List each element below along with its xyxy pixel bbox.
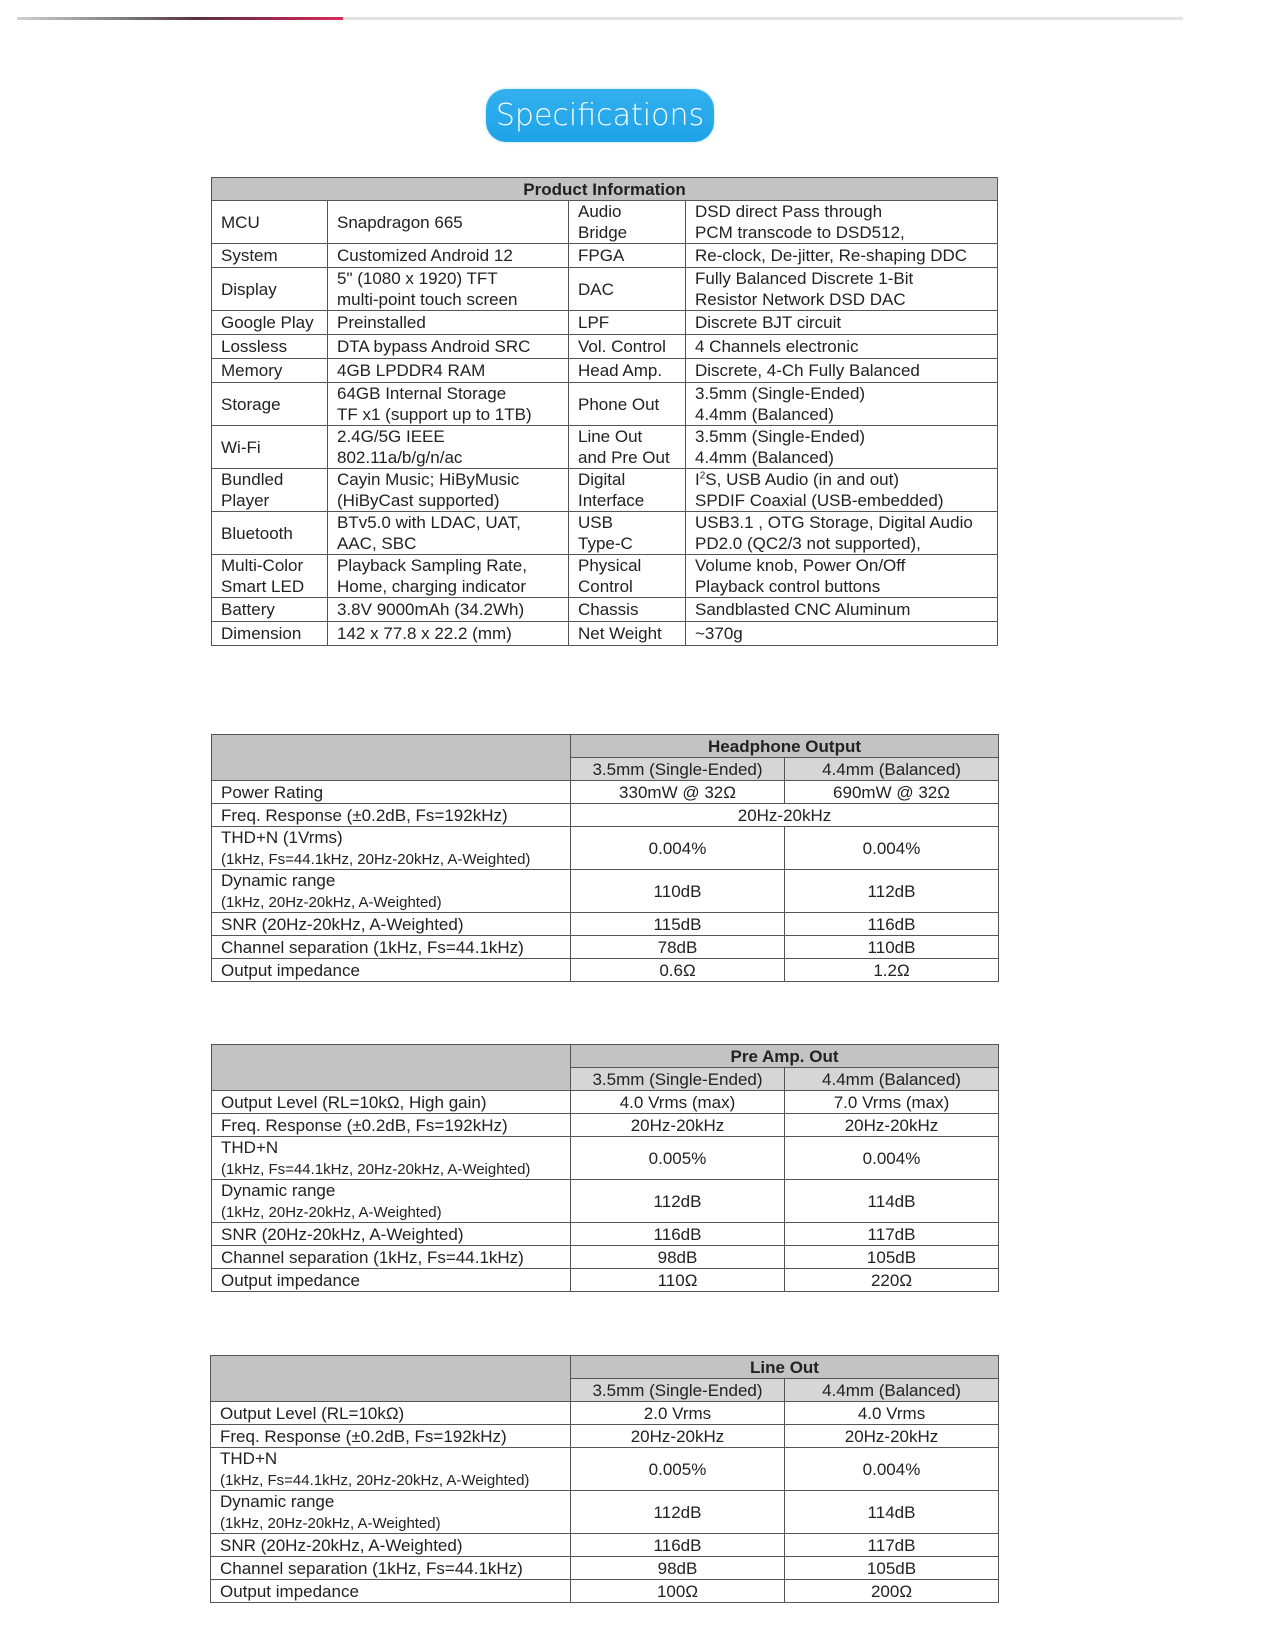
headphone-output-title: Headphone Output — [571, 735, 999, 758]
row-label-note: (1kHz, 20Hz-20kHz, A-Weighted) — [221, 1204, 442, 1221]
value-balanced: 105dB — [785, 1246, 999, 1269]
cell-line: Chassis — [578, 600, 639, 619]
cell-line: 802.11a/b/g/n/ac — [337, 448, 463, 467]
spec-row — [212, 311, 998, 335]
value-single-ended: 20Hz-20kHz — [571, 1114, 785, 1137]
spec-value — [686, 201, 998, 244]
cell-line: Fully Balanced Discrete 1-Bit — [695, 269, 914, 288]
cell-line: Customized Android 12 — [337, 246, 513, 265]
spec-value — [686, 426, 998, 469]
row-label — [212, 1091, 571, 1114]
row-label — [212, 959, 571, 982]
row-label-text: THD+N — [220, 1449, 278, 1468]
spec-key — [569, 383, 686, 426]
row-label — [211, 1557, 571, 1580]
spec-key: Dimension — [212, 622, 328, 646]
row-label-note: (1kHz, 20Hz-20kHz, A-Weighted) — [221, 894, 442, 911]
row-label — [211, 1580, 571, 1603]
spec-row — [211, 1402, 999, 1425]
cell-line: Snapdragon 665 — [337, 212, 463, 232]
spec-value — [686, 268, 998, 311]
spec-row — [212, 244, 998, 268]
spec-key — [569, 555, 686, 598]
row-label — [212, 1223, 571, 1246]
spec-value — [686, 244, 998, 268]
value-balanced: 0.004% — [785, 1137, 999, 1180]
row-label — [212, 870, 571, 913]
product-information-title: Product Information — [212, 178, 998, 201]
spec-key — [569, 359, 686, 383]
cell-line: Re-clock, De-jitter, Re-shaping DDC — [695, 246, 968, 265]
value-balanced: 105dB — [785, 1557, 999, 1580]
spec-key — [569, 512, 686, 555]
cell-line: PD2.0 (QC2/3 not supported), — [695, 534, 921, 553]
table-corner — [212, 1045, 571, 1091]
value-balanced: 220Ω — [785, 1269, 999, 1292]
spec-row — [212, 469, 998, 512]
spec-value — [686, 359, 998, 383]
spec-value — [686, 383, 998, 426]
cell-line: SPDIF Coaxial (USB-embedded) — [695, 491, 944, 510]
cell-line: Resistor Network DSD DAC — [695, 290, 906, 309]
cell-line: multi-point touch screen — [337, 290, 518, 309]
spec-value — [328, 383, 569, 426]
row-label-note: (1kHz, Fs=44.1kHz, 20Hz-20kHz, A-Weighted) — [221, 851, 531, 868]
cell-line: Net Weight — [578, 624, 662, 643]
spec-row — [212, 804, 999, 827]
col-header-balanced: 4.4mm (Balanced) — [785, 1379, 999, 1402]
value-balanced: 117dB — [785, 1534, 999, 1557]
spec-row — [212, 598, 998, 622]
value-balanced: 20Hz-20kHz — [785, 1425, 999, 1448]
row-label-text: Output Level (RL=10kΩ) — [220, 1403, 405, 1423]
value-single-ended: 2.0 Vrms — [571, 1402, 785, 1425]
row-label-text: Channel separation (1kHz, Fs=44.1kHz) — [220, 1558, 523, 1578]
row-label — [211, 1425, 571, 1448]
row-label — [212, 781, 571, 804]
spec-row — [212, 268, 998, 311]
cell-line: Player — [221, 491, 270, 510]
pre-amp-out-table — [211, 1044, 999, 1292]
spec-value — [686, 469, 998, 512]
spec-key: Storage — [212, 383, 328, 426]
cell-line: 4.4mm (Balanced) — [695, 448, 834, 467]
spec-value — [328, 469, 569, 512]
specifications-title-button: Specifications — [486, 89, 714, 142]
spec-value — [328, 598, 569, 622]
cell-line: Cayin Music; HiByMusic — [337, 470, 520, 489]
spec-row — [212, 1246, 999, 1269]
row-label-text: Output Level (RL=10kΩ, High gain) — [221, 1092, 487, 1112]
spec-value — [686, 598, 998, 622]
cell-line: 4 Channels electronic — [695, 337, 859, 356]
table-corner — [211, 1356, 571, 1402]
line-out-table — [210, 1355, 999, 1603]
cell-line: Head Amp. — [578, 361, 663, 380]
spec-row — [212, 201, 998, 244]
cell-line: Preinstalled — [337, 313, 426, 332]
row-label — [211, 1491, 571, 1534]
spec-row — [212, 1137, 999, 1180]
value-single-ended: 330mW @ 32Ω — [571, 781, 785, 804]
cell-line: 64GB Internal Storage — [337, 384, 507, 403]
spec-key: System — [212, 244, 328, 268]
spec-row — [212, 1269, 999, 1292]
value-balanced: 0.004% — [785, 1448, 999, 1491]
value-balanced: 114dB — [785, 1491, 999, 1534]
cell-line: Discrete, 4-Ch Fully Balanced — [695, 361, 920, 380]
line-out-title: Line Out — [571, 1356, 999, 1379]
row-label — [212, 913, 571, 936]
spec-row — [212, 959, 999, 982]
value-single-ended: 110dB — [571, 870, 785, 913]
spec-key: Battery — [212, 598, 328, 622]
spec-value — [328, 268, 569, 311]
cell-line: 4.4mm (Balanced) — [695, 405, 834, 424]
cell-line: Vol. Control — [578, 337, 666, 356]
spec-row — [212, 1223, 999, 1246]
cell-line: Line Out — [578, 427, 643, 446]
cell-line: DTA bypass Android SRC — [337, 337, 531, 356]
cell-line: Bridge — [578, 223, 628, 242]
spec-key: Lossless — [212, 335, 328, 359]
cell-line: Interface — [578, 491, 645, 510]
spec-row — [211, 1491, 999, 1534]
value-single-ended: 4.0 Vrms (max) — [571, 1091, 785, 1114]
row-label — [212, 936, 571, 959]
row-label-note: (1kHz, 20Hz-20kHz, A-Weighted) — [220, 1515, 441, 1532]
row-label-text: Freq. Response (±0.2dB, Fs=192kHz) — [221, 1115, 508, 1135]
spec-row — [212, 622, 998, 646]
value-single-ended: 112dB — [571, 1491, 785, 1534]
cell-line: DSD direct Pass through — [695, 202, 883, 221]
spec-key — [212, 555, 328, 598]
spec-key: Display — [212, 268, 328, 311]
cell-line: ~370g — [695, 624, 743, 643]
value-single-ended: 0.6Ω — [571, 959, 785, 982]
row-label — [212, 827, 571, 870]
cell-line: and Pre Out — [578, 448, 670, 467]
spec-value — [686, 622, 998, 646]
cell-line: 4GB LPDDR4 RAM — [337, 361, 486, 380]
cell-line: 5" (1080 x 1920) TFT — [337, 269, 498, 288]
cell-line: Digital — [578, 470, 626, 489]
product-information-table — [211, 177, 998, 646]
row-label-text: THD+N — [221, 1138, 279, 1157]
spec-row — [212, 383, 998, 426]
spec-value — [328, 244, 569, 268]
spec-row — [212, 1114, 999, 1137]
value-single-ended: 20Hz-20kHz — [571, 1425, 785, 1448]
row-label — [212, 1137, 571, 1180]
col-header-single-ended: 3.5mm (Single-Ended) — [571, 1379, 785, 1402]
spec-value — [686, 311, 998, 335]
cell-line: Physical — [578, 556, 642, 575]
value-balanced: 112dB — [785, 870, 999, 913]
cell-line: Discrete BJT circuit — [695, 313, 842, 332]
col-header-single-ended: 3.5mm (Single-Ended) — [571, 1068, 785, 1091]
row-label-text: Dynamic range — [221, 871, 336, 890]
row-label-text: Freq. Response (±0.2dB, Fs=192kHz) — [220, 1426, 507, 1446]
value-single-ended: 0.004% — [571, 827, 785, 870]
row-label-text: Dynamic range — [220, 1492, 335, 1511]
cell-line: BTv5.0 with LDAC, UAT, — [337, 513, 521, 532]
value-single-ended: 78dB — [571, 936, 785, 959]
cell-line: AAC, SBC — [337, 534, 417, 553]
cell-line: 2.4G/5G IEEE — [337, 427, 445, 446]
spec-key — [569, 201, 686, 244]
value-single-ended: 112dB — [571, 1180, 785, 1223]
row-label-note: (1kHz, Fs=44.1kHz, 20Hz-20kHz, A-Weighted) — [220, 1472, 530, 1489]
value-balanced: 1.2Ω — [785, 959, 999, 982]
headphone-output-table — [211, 734, 999, 982]
value-balanced: 110dB — [785, 936, 999, 959]
cell-line: FPGA — [578, 246, 625, 265]
spec-key — [569, 622, 686, 646]
value-balanced: 20Hz-20kHz — [785, 1114, 999, 1137]
table-corner — [212, 735, 571, 781]
spec-value — [328, 201, 569, 244]
value-balanced: 4.0 Vrms — [785, 1402, 999, 1425]
cell-line: Audio — [578, 202, 622, 221]
cell-line: USB — [578, 513, 613, 532]
cell-line: USB3.1 , OTG Storage, Digital Audio — [695, 513, 973, 532]
cell-line: 142 x 77.8 x 22.2 (mm) — [337, 624, 512, 643]
spec-key — [212, 469, 328, 512]
row-label — [212, 1246, 571, 1269]
row-label — [212, 804, 571, 827]
value-single-ended: 98dB — [571, 1246, 785, 1269]
value-single-ended: 0.005% — [571, 1448, 785, 1491]
spec-key: Bluetooth — [212, 512, 328, 555]
col-header-single-ended: 3.5mm (Single-Ended) — [571, 758, 785, 781]
value-single-ended: 110Ω — [571, 1269, 785, 1292]
cell-line: Control — [578, 577, 633, 596]
col-header-balanced: 4.4mm (Balanced) — [785, 1068, 999, 1091]
spec-row — [212, 870, 999, 913]
cell-line: 3.8V 9000mAh (34.2Wh) — [337, 600, 525, 619]
row-label-text: Output impedance — [221, 960, 360, 980]
spec-value — [328, 359, 569, 383]
top-divider-accent — [17, 17, 343, 20]
cell-line: Volume knob, Power On/Off — [695, 556, 906, 575]
cell-line: TF x1 (support up to 1TB) — [337, 405, 532, 424]
spec-value — [328, 622, 569, 646]
spec-row — [212, 827, 999, 870]
spec-row — [211, 1448, 999, 1491]
cell-line: 3.5mm (Single-Ended) — [695, 384, 866, 403]
spec-row — [212, 335, 998, 359]
col-header-balanced: 4.4mm (Balanced) — [785, 758, 999, 781]
row-label-text: SNR (20Hz-20kHz, A-Weighted) — [221, 914, 464, 934]
spec-value — [328, 555, 569, 598]
cell-line: Playback control buttons — [695, 577, 881, 596]
cell-line: Multi-Color — [221, 556, 304, 575]
cell-line: DAC — [578, 279, 614, 299]
spec-row — [212, 1180, 999, 1223]
spec-key — [569, 469, 686, 512]
spec-value — [328, 335, 569, 359]
spec-row — [212, 936, 999, 959]
cell-line: (HiByCast supported) — [337, 491, 500, 510]
spec-row — [212, 555, 998, 598]
cell-line: Smart LED — [221, 577, 305, 596]
spec-row — [211, 1580, 999, 1603]
spec-row — [212, 512, 998, 555]
value-single-ended: 98dB — [571, 1557, 785, 1580]
value-balanced: 690mW @ 32Ω — [785, 781, 999, 804]
cell-line: Home, charging indicator — [337, 577, 526, 596]
spec-value — [686, 335, 998, 359]
cell-line: LPF — [578, 313, 610, 332]
row-label-text: Freq. Response (±0.2dB, Fs=192kHz) — [221, 805, 508, 825]
value-balanced: 114dB — [785, 1180, 999, 1223]
top-divider — [17, 17, 1183, 20]
cell-line: 3.5mm (Single-Ended) — [695, 427, 866, 446]
cell-line: Phone Out — [578, 394, 660, 414]
cell-line: $I^2S$, USB Audio (in and out) — [695, 470, 900, 489]
spec-key — [569, 311, 686, 335]
value-single-ended: 115dB — [571, 913, 785, 936]
cell-line: Sandblasted CNC Aluminum — [695, 600, 911, 619]
row-label-text: THD+N (1Vrms) — [221, 828, 343, 847]
spec-key — [569, 335, 686, 359]
spec-value — [328, 426, 569, 469]
spec-value — [686, 512, 998, 555]
spec-row — [212, 781, 999, 804]
spec-row — [211, 1557, 999, 1580]
spec-row — [212, 426, 998, 469]
row-label-text: Output impedance — [221, 1270, 360, 1290]
row-label-note: (1kHz, Fs=44.1kHz, 20Hz-20kHz, A-Weighted) — [221, 1161, 531, 1178]
row-label — [212, 1269, 571, 1292]
value-single-ended: 0.005% — [571, 1137, 785, 1180]
spec-key: Memory — [212, 359, 328, 383]
spec-key: MCU — [212, 201, 328, 244]
row-label — [211, 1402, 571, 1425]
value-balanced: 200Ω — [785, 1580, 999, 1603]
spec-key: Wi-Fi — [212, 426, 328, 469]
cell-line: PCM transcode to DSD512, — [695, 223, 905, 242]
spec-row — [212, 1091, 999, 1114]
row-label-text: Dynamic range — [221, 1181, 336, 1200]
spec-value — [328, 311, 569, 335]
spec-key — [569, 244, 686, 268]
row-label — [211, 1534, 571, 1557]
cell-line: Playback Sampling Rate, — [337, 556, 527, 575]
value-balanced: 117dB — [785, 1223, 999, 1246]
row-label-text: SNR (20Hz-20kHz, A-Weighted) — [221, 1224, 464, 1244]
spec-key: Google Play — [212, 311, 328, 335]
spec-value — [686, 555, 998, 598]
row-label — [211, 1448, 571, 1491]
spec-key — [569, 268, 686, 311]
row-label-text: Output impedance — [220, 1581, 359, 1601]
value-single-ended: 116dB — [571, 1534, 785, 1557]
value-single-ended: 116dB — [571, 1223, 785, 1246]
value-single-ended: 100Ω — [571, 1580, 785, 1603]
row-label-text: Channel separation (1kHz, Fs=44.1kHz) — [221, 1247, 524, 1267]
spec-value — [328, 512, 569, 555]
row-label-text: Channel separation (1kHz, Fs=44.1kHz) — [221, 937, 524, 957]
spec-row — [211, 1425, 999, 1448]
spec-key — [569, 598, 686, 622]
cell-line: Type-C — [578, 534, 633, 553]
row-label-text: SNR (20Hz-20kHz, A-Weighted) — [220, 1535, 463, 1555]
spec-row — [212, 359, 998, 383]
cell-line: Bundled — [221, 470, 284, 489]
spec-row — [211, 1534, 999, 1557]
value-both: 20Hz-20kHz — [571, 804, 999, 827]
row-label-text: Power Rating — [221, 782, 324, 802]
row-label — [212, 1114, 571, 1137]
pre-amp-out-title: Pre Amp. Out — [571, 1045, 999, 1068]
spec-key — [569, 426, 686, 469]
row-label — [212, 1180, 571, 1223]
value-balanced: 0.004% — [785, 827, 999, 870]
value-balanced: 7.0 Vrms (max) — [785, 1091, 999, 1114]
value-balanced: 116dB — [785, 913, 999, 936]
spec-row — [212, 913, 999, 936]
